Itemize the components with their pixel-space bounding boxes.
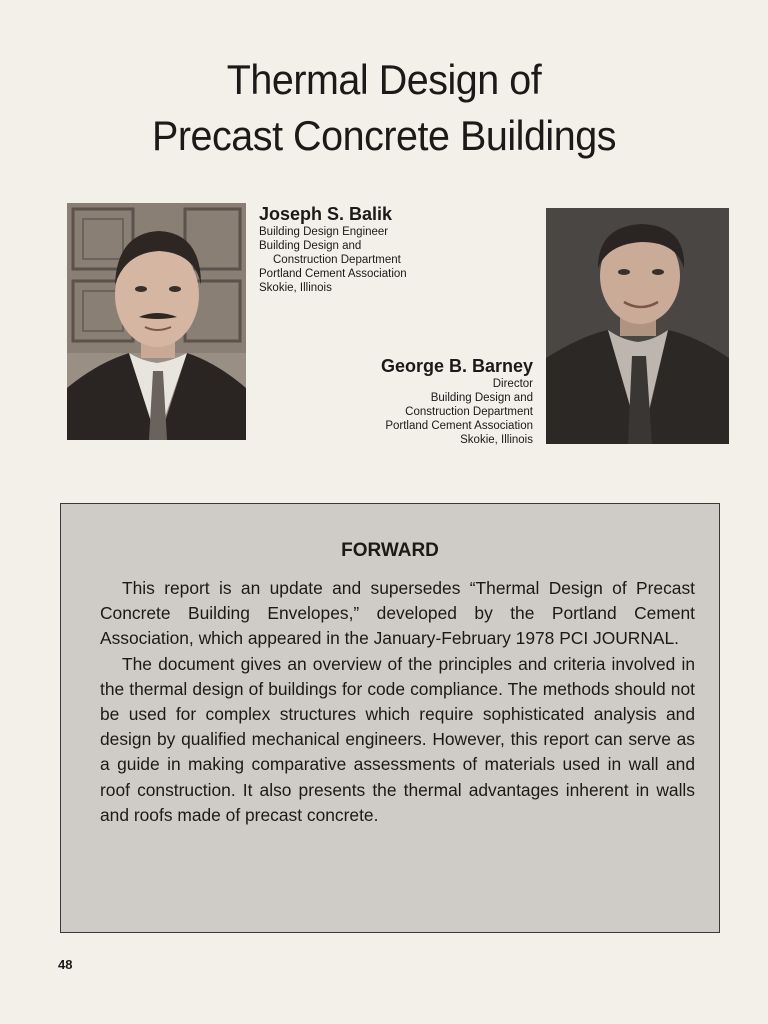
forward-paragraph: The document gives an overview of the principles and criteria involved in the thermal design of buildings for code compliance. The methods should not be used for complex structures which require sophisticated analysis and design by qualified mechanical engineers. However, this report can serve as a guide in making comparative assessments of materials used in wall and roof construction. It also presents the thermal advantages inherent in walls and roofs made of precast concrete. bbox=[100, 653, 695, 825]
forward-box bbox=[60, 503, 720, 933]
author-photo-barney bbox=[546, 208, 729, 444]
title-line-2: Precast Concrete Buildings bbox=[152, 112, 616, 159]
author-affiliation-line: Construction Department bbox=[273, 254, 401, 266]
author-affiliation-line: Portland Cement Association bbox=[259, 268, 407, 280]
author-title: Building Design Engineer bbox=[259, 226, 389, 238]
author-photo-balik bbox=[67, 203, 246, 440]
article-title bbox=[23, 52, 745, 164]
author-block-barney bbox=[381, 355, 533, 447]
author-block-balik bbox=[259, 203, 407, 295]
forward-body bbox=[100, 576, 695, 828]
title-line-1: Thermal Design of bbox=[226, 56, 542, 103]
page-number: 48 bbox=[58, 957, 73, 972]
forward-paragraph: This report is an update and supersedes “Thermal Design of Precast Concrete Building Envelopes,” developed by the Portland Cement Association, which appeared in the January-February 1978 PCI JOURNAL. bbox=[100, 578, 695, 649]
author-title: Director bbox=[492, 378, 533, 390]
forward-heading: FORWARD bbox=[341, 540, 439, 561]
author-name: Joseph S. Balik bbox=[259, 204, 393, 224]
author-affiliation-line: Portland Cement Association bbox=[385, 420, 533, 432]
author-affiliation-line: Building Design and bbox=[259, 240, 362, 252]
author-affiliation-line: Construction Department bbox=[405, 406, 533, 418]
author-name: George B. Barney bbox=[380, 356, 533, 376]
author-location: Skokie, Illinois bbox=[460, 434, 533, 446]
author-location: Skokie, Illinois bbox=[259, 282, 332, 294]
author-affiliation-line: Building Design and bbox=[430, 392, 533, 404]
